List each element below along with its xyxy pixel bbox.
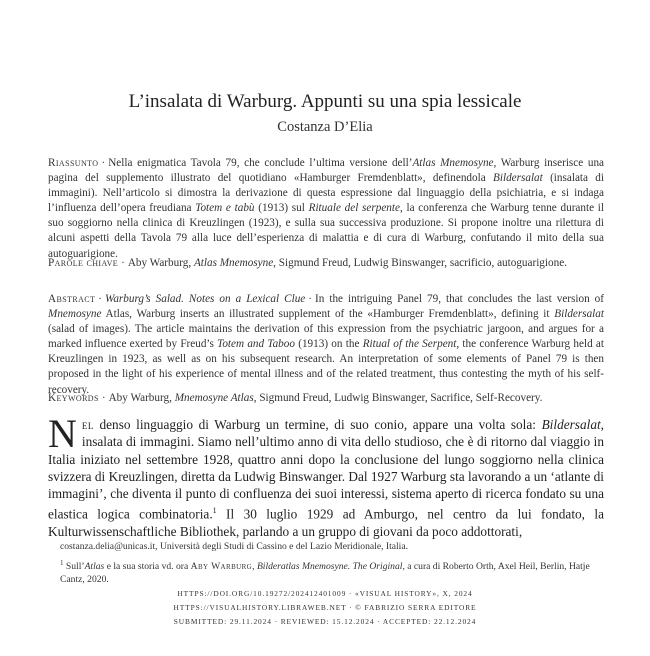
body-text: , insalata di immagini. Siamo nell’ultimo anno di vita dello studioso, che è di ritorno dal viaggio in Italia iniziato nel settembre 1928, quattro anni dopo la conclusione del lungo soggiorno nella clinica svizzera di Kreuzlingen, diretta da Ludwig Binswanger. Dal 1927 Warburg sta lavorando a un ‘atlante di immagini’, che diventa il punto di confluenza dei suoi interessi, sistema aperto di ricerca fondato su una elastica logica combinatoria. — [48, 417, 604, 522]
footnote-text: , — [252, 561, 257, 573]
parole-chiave-text-italic: Atlas Mnemosyne — [193, 257, 274, 269]
footnotes — [60, 540, 600, 586]
abstract-text: , the conference Warburg held at Kreuzlingen in 1923, as well as on his subsequent research. An interpretation of some elements of Panel 79 is then proposed in the light of his experience of mental illness and of the related treatment, thus contesting the myth of his self-recovery. — [48, 338, 604, 396]
separator: · — [98, 293, 103, 305]
footnote-text-italic: Atlas — [84, 561, 105, 573]
footnote-ref[interactable]: 1 — [212, 506, 217, 516]
footnote-text-italic: Bilderatlas Mnemosyne. The Original — [256, 561, 403, 573]
body-text-italic: Bildersalat — [541, 417, 601, 432]
abstract-text: Atlas, Warburg inserts an illustrated supplement of the «Hamburger Fremdenblatt», defining it — [101, 308, 555, 321]
abstract-text-italic: Mnemosyne — [48, 308, 102, 321]
keywords-text-italic: Mnemosyne Atlas — [174, 392, 254, 404]
riassunto-text-italic: Atlas Mnemosyne — [412, 157, 494, 169]
riassunto-label: Riassunto — [48, 157, 99, 169]
parole-chiave-label: Parole chiave — [48, 257, 119, 269]
first-word: el — [81, 417, 94, 432]
dates-line: SUBMITTED: 29.11.2024 · REVIEWED: 15.12.2024 · ACCEPTED: 22.12.2024 — [173, 617, 477, 626]
separator: · — [101, 157, 106, 169]
drop-cap: N — [48, 411, 77, 456]
doi-line[interactable]: HTTPS://DOI.ORG/10.19272/202412401009 · «VISUAL HISTORY», X, 2024 — [177, 589, 473, 598]
keywords-label: Keywords — [48, 392, 99, 404]
footnote-1 — [60, 557, 600, 586]
abstract-text: In the intriguing Panel 79, that concludes the last version of — [315, 293, 605, 305]
abstract-text: (1913) on the — [294, 338, 363, 351]
article-author: Costanza D’Elia — [277, 119, 373, 135]
footnote-text: e la sua storia vd. ora — [104, 561, 191, 573]
article-title: L’insalata di Warburg. Appunti su una spia lessicale — [128, 91, 522, 112]
riassunto-block — [48, 156, 604, 262]
riassunto-text: (1913) sul — [254, 202, 309, 215]
abstract-text-italic: Totem and Taboo — [217, 338, 295, 351]
riassunto-text: (insalata di immagini). Nell’articolo si dimostra la derivazione di questa espressione dal linguaggio della psichiatria, e si indaga l’influenza dell’opera freudiana — [48, 172, 605, 215]
abstract-block — [48, 292, 604, 398]
separator: · — [308, 293, 313, 305]
abstract-label: Abstract — [48, 293, 96, 305]
body-paragraph — [48, 411, 604, 541]
parole-chiave-text: , Sigmund Freud, Ludwig Binswanger, sacrificio, autoguarigione. — [273, 257, 567, 269]
riassunto-text: , Warburg inserisce una pagina del supplemento illustrato del quotidiano «Hamburger Fremdenblatt», definendola — [48, 157, 605, 185]
parole-chiave-block — [48, 256, 604, 271]
body-text: Il 30 luglio 1929 ad Amburgo, nel centro da lui fondato, la Kulturwissenschaftliche Bibliothek, parlando a un gruppo di giovani da poco addottorati, — [48, 506, 604, 540]
separator: · — [121, 257, 125, 269]
keywords-block — [48, 391, 604, 406]
riassunto-text-italic: Totem e tabù — [195, 202, 255, 215]
footnote-author: Aby Warburg — [190, 561, 253, 573]
riassunto-text: , la conferenza che Warburg tenne durante il suo soggiorno nella clinica di Kreuzlingen (1923), e sulla sua successiva produzione. Si propone inoltre una rilettura di alcuni aspetti della Tavola 79 alla luce dell’esperienza di malattia e di cura di Warburg, confutando il mito della sua autoguarigione. — [48, 202, 605, 260]
riassunto-text: Nella enigmatica Tavola 79, che conclude l’ultima versione dell’ — [108, 157, 413, 169]
keywords-text: Aby Warburg, — [108, 392, 175, 404]
riassunto-text-italic: Bildersalat — [493, 172, 543, 185]
abstract-text-italic: Bildersalat — [554, 308, 604, 321]
author-affiliation-note: costanza.delia@unicas.it, Università degli Studi di Cassino e del Lazio Meridionale, Italia. — [60, 541, 408, 552]
separator: · — [101, 392, 106, 404]
abstract-text: (salad of images). The article maintains the derivation of this expression from the psychiatric jargoon, and argues for a marked influence exerted by Freud’s — [48, 323, 604, 351]
keywords-text: , Sigmund Freud, Ludwig Binswanger, Sacrifice, Self-Recovery. — [253, 392, 543, 404]
footnote-text: , a cura di Roberto Orth, Axel Heil, Berlin, Hatje Cantz, 2020. — [60, 561, 590, 586]
abstract-text-italic: Ritual of the Serpent — [362, 338, 457, 351]
footnote-text: Sull’ — [63, 561, 85, 573]
riassunto-text-italic: Rituale del serpente — [308, 202, 400, 215]
publisher-line[interactable]: HTTPS://VISUALHISTORY.LIBRAWEB.NET · © FABRIZIO SERRA EDITORE — [173, 603, 477, 612]
body-text: denso linguaggio di Warburg un termine, di suo conio, appare una volta sola: — [93, 417, 542, 432]
parole-chiave-text: Aby Warburg, — [127, 257, 194, 269]
footnote-number: 1 — [60, 559, 64, 567]
abstract-title: Warburg’s Salad. Notes on a Lexical Clue — [105, 293, 306, 305]
